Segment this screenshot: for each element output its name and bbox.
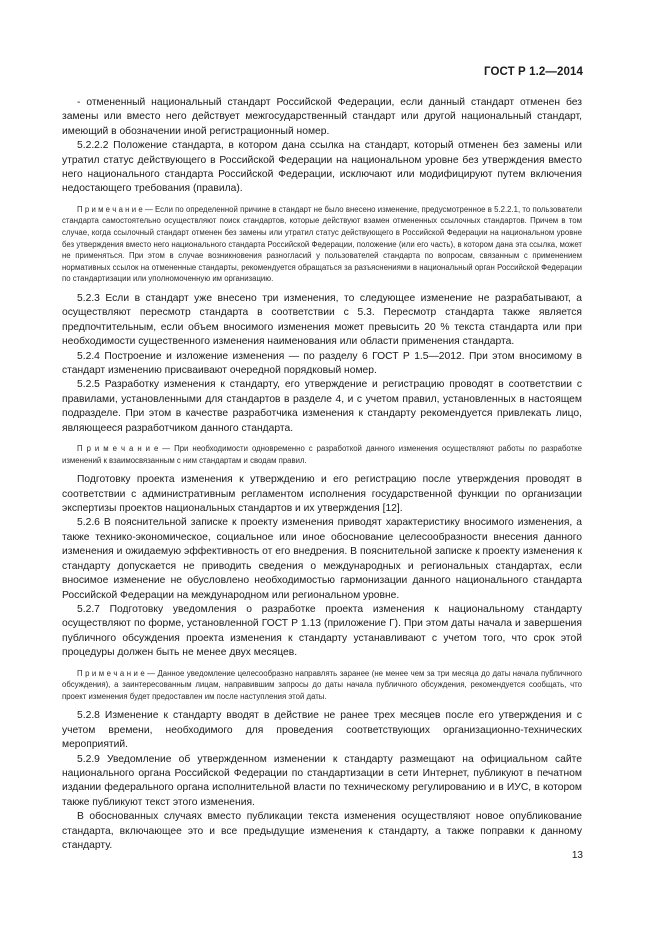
note-notification: П р и м е ч а н и е — Данное уведомление целесообразно направлять заранее (не менее чем за три месяца до даты начала публичного обсуждения), а заинтересованным лицам, направившим запросы до даты начала публичного обсуждения, рекомендуется сообщать, что проект изменения будет предоставлен им после наступления этой даты. (62, 668, 582, 701)
paragraph-5-2-3: 5.2.3 Если в стандарт уже внесено три изменения, то следующее изменение не разрабатывают, а осуществляют пересмотр стандарта в соответствии с 5.3. Пересмотр стандарта также является предпочтительным, если объем вносимого изменения может превысить 20 % текста стандарта или при необходимости существенного изменения наименования или области применения стандарта. (62, 293, 582, 348)
document-header: ГОСТ Р 1.2—2014 (484, 66, 583, 78)
paragraph-5-2-7: 5.2.7 Подготовку уведомления о разработке проекта изменения к национальному стандарту осуществляют по форме, установленной ГОСТ Р 1.13 (приложение Г). При этом даты начала и завершения публичного обсуждения проекта изменения к стандарту устанавливают с учетом того, что срок этой процедуры должен быть не менее двух месяцев. (62, 603, 582, 659)
paragraph-5-2-9: 5.2.9 Уведомление об утвержденном изменении к стандарту размещают на официальном сайте национального органа Российской Федерации по стандартизации в сети Интернет, публикуют в печатном издании федерального органа исполнительной власти по техническому регулированию и в ИУС, в котором также публикуют текст этого изменения. (62, 753, 582, 808)
note-related-standards: П р и м е ч а н и е — При необходимости одновременно с разработкой данного изменения осуществляют работы по разработке изменений к взаимосвязанным с ним стандартам и сводам правил. (62, 444, 582, 465)
paragraph-obsolete-standard: - отмененный национальный стандарт Российской Федерации, если данный стандарт отменен без замены или вместо него действует межгосударственный стандарт или другой национальный стандарт, имеющий в обозначении иной регистрационный номер. (62, 97, 582, 137)
paragraph-5-2-5: 5.2.5 Разработку изменения к стандарту, его утверждение и регистрацию проводят в соответствии с правилами, установленными для стандартов в разделе 4, и с учетом правил, установленных в настоящем подразделе. При этом в качестве разработчика изменения к стандарту рекомендуется привлекать лицо, являющееся разработчиком данного стандарта. (62, 379, 582, 434)
paragraph-5-2-4: 5.2.4 Построение и изложение изменения — по разделу 6 ГОСТ Р 1.5—2012. При этом вносимому в стандарт изменению присваивают очередной порядковый номер. (62, 350, 582, 377)
paragraph-5-2-2-2: 5.2.2.2 Положение стандарта, в котором дана ссылка на стандарт, который отменен без замены или утратил статус действующего в Российской Федерации на национальном уровне без утверждения вместо него национального стандарта Российской Федерации, исключают или модифицируют путем включения недостающего требования (правила). (62, 140, 582, 195)
paragraph-republication: В обоснованных случаях вместо публикации текста изменения осуществляют новое опубликование стандарта, включающее это и все предыдущие изменения к стандарту, а также поправки к данному стандарту. (62, 811, 582, 851)
note-reference-search: П р и м е ч а н и е — Если по определенной причине в стандарт не было внесено изменение, предусмотренное в 5.2.2.1, то пользователи стандарта самостоятельно осуществляют поиск стандартов, которые действуют взамен отмененных ссылочных стандартов. Причем в том случае, когда ссылочный стандарт отменен без замены или утратил статус действующего в Российской Федерации на национальном уровне без утверждения вместо него национального стандарта Российской Федерации, положение (или его часть), в котором дана эта ссылка, может не применяться. При этом в случае возникновения разногласий у пользователей стандарта по вопросам, связанным с применением нормативных ссылок на отмененные стандарты, рекомендуется обращаться за разъяснениями в национальный орган Российской Федерации по стандартизации или уполномоченную им организацию. (62, 204, 582, 284)
document-body (62, 96, 582, 853)
paragraph-5-2-8: 5.2.8 Изменение к стандарту вводят в действие не ранее трех месяцев после его утверждения и с учетом времени, необходимого для проведения соответствующих организационно-технических мероприятий. (62, 710, 582, 751)
paragraph-registration: Подготовку проекта изменения к утверждению и его регистрацию после утверждения проводят в соответствии с административным регламентом исполнения государственной функции по организации экспертизы проектов национальных стандартов и их утверждения [12]. (62, 474, 582, 515)
page-number: 13 (571, 850, 583, 861)
paragraph-5-2-6: 5.2.6 В пояснительной записке к проекту изменения приводят характеристику вносимого изменения, а также технико-экономическое, социальное или иное обоснование целесообразности внесения данного изменения и ожидаемую эффективность от его внедрения. В пояснительной записке к проекту изменения к стандарту допускается не приводить сведения о международных и региональных стандартах, если вносимое изменение не обусловлено необходимостью гармонизации данного национального стандарта Российской Федерации на международном или региональном уровне. (62, 517, 582, 601)
